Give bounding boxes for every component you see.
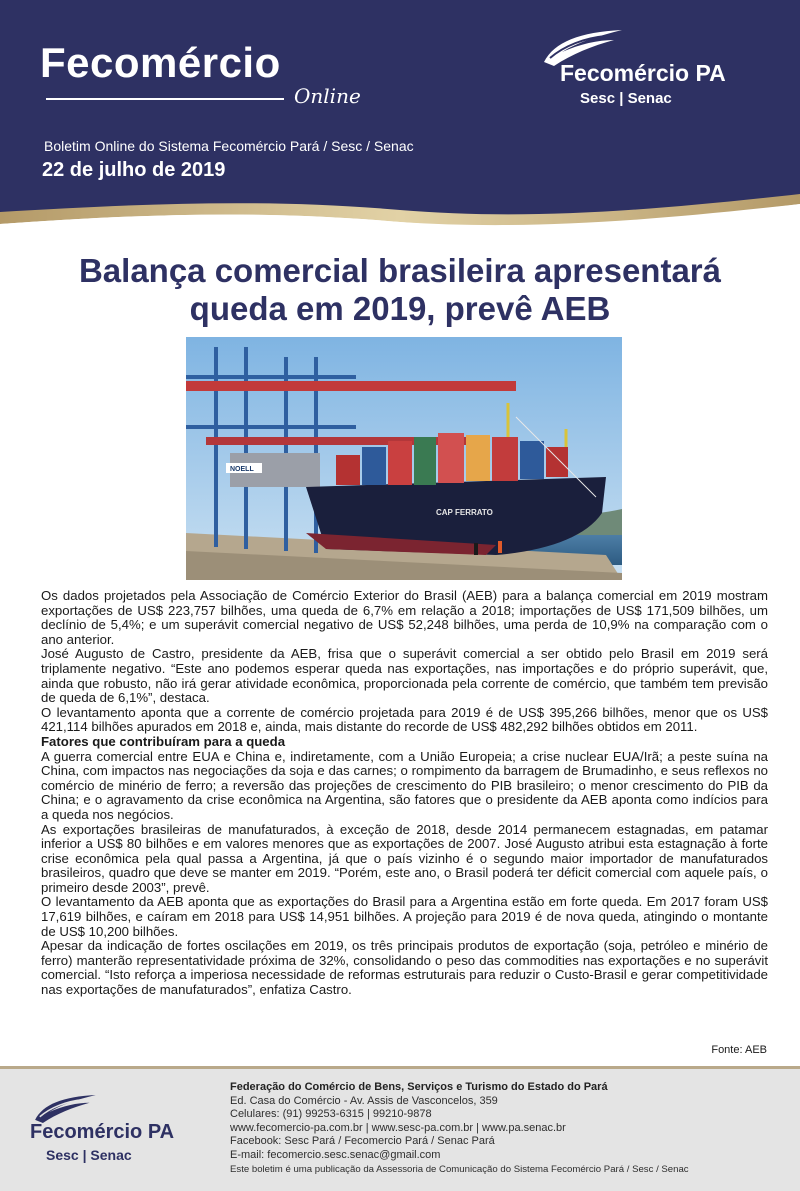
footer-partner-name: Fecomércio PA [30,1121,175,1143]
facebook[interactable]: Facebook: Sesc Pará / Fecomercio Pará / Senac Pará [230,1135,495,1148]
svg-text:NOELL: NOELL [230,466,254,473]
article-paragraph: As exportações brasileiras de manufaturados, à exceção de 2018, desde 2014 permanecem estagnadas, em patamar inferior a US$ 80 bilhões e em valores menores que as exportações de 2007. José Augusto atribui esta estagnação à forte crise econômica pela qual passa a Argentina, já que o país vizinho é o segundo maior importador de manufaturados brasileiros, quadro que deve se manter em 2019. “Porém, este ano, o Brasil poderá ter déficit comercial com aquele país, o primeiro desde 2003”, prevê. [41,821,768,895]
ship-name-label: CAP FERRATO [436,508,493,517]
article-paragraph: Apesar da indicação de fortes oscilações em 2019, os três principais produtos de exportação (soja, petróleo e minério de ferro) manterão representatividade próxima de 32%, consolidando o peso das commodities nas exportações e no superávit comercial. “Isto reforça a imperiosa necessidade de reformas estruturais para reduzir o Custo-Brasil e gerar competitividade nas exportações de manufaturados”, enfatiza Castro. [41,938,768,998]
footer [0,1066,800,1191]
partner-name: Fecomércio PA [560,60,726,86]
address: Ed. Casa do Comércio - Av. Assis de Vasconcelos, 359 [230,1094,498,1107]
contact-block [230,1081,790,1176]
partner-sub: Sesc | Senac [580,90,672,107]
publication-note: Este boletim é uma publicação da Assessoria de Comunicação do Sistema Fecomércio Pará / Sesc / Senac [230,1163,689,1175]
article-paragraph: José Augusto de Castro, presidente da AEB, frisa que o superávit comercial a ser obtido pelo Brasil em 2019 será triplamente negativo. “Este ano podemos esperar queda nas exportações, nas importações e do próprio superávit, que, ainda que robusto, não irá gerar atividade econômica, proporcionada pela corrente de comércio, que também tem previsão de queda de 6,1%”, destaca. [41,646,768,706]
logo-underline [46,98,284,100]
article-subheading: Fatores que contribuíram para a queda [41,733,286,749]
logo-name: Fecomércio [40,39,281,86]
issue-date: 22 de julho de 2019 [42,159,226,181]
organization-name: Federação do Comércio de Bens, Serviços e Turismo do Estado do Pará [230,1081,608,1093]
article-body [41,589,768,998]
websites[interactable]: www.fecomercio-pa.com.br | www.sesc-pa.com.br | www.pa.senac.br [230,1121,566,1134]
article-title: Balança comercial brasileira apresentará queda em 2019, prevê AEB [78,252,722,327]
container-ship-photo [186,337,622,580]
email[interactable]: E-mail: fecomercio.sesc.senac@gmail.com [230,1148,441,1161]
article-paragraph: Os dados projetados pela Associação de Comércio Exterior do Brasil (AEB) para a balança comercial em 2019 mostram exportações de US$ 223,757 bilhões, uma queda de 6,7% em relação a 2018; importações de US$ 171,509 bilhões, um declínio de 5,4%; e um superávit comercial negativo de US$ 52,248 bilhões, uma perda de 10,9% na comparação com o ano anterior. [41,588,768,647]
footer-partner-sub: Sesc | Senac [46,1147,132,1163]
article-paragraph: A guerra comercial entre EUA e China e, indiretamente, com a União Europeia; a crise nuclear EUA/Irã; a peste suína na China, com impactos nas negociações da soja e das carnes; o rompimento da barragem de Brumadinho, e seus reflexos no comércio de minério de ferro; a reversão das projeções de crescimento do PIB brasileiro; o menor crescimento do PIB da China; e o agravamento da crise econômica na Argentina, são fatores que o presidente da AEB aponta como indícios para a queda nos negócios. [41,748,768,822]
article-paragraph: O levantamento aponta que a corrente de comércio projetada para 2019 é de US$ 395,266 bilhões, menor que os US$ 421,114 bilhões apurados em 2018 e, ainda, mais distante do recorde de US$ 482,292 bilhões obtidos em 2011. [41,704,768,735]
header-banner [0,0,800,232]
logo-subtitle: Online [294,84,361,108]
phones: Celulares: (91) 99253-6315 | 99210-9878 [230,1108,432,1121]
bulletin-label: Boletim Online do Sistema Fecomércio Pará / Sesc / Senac [44,138,414,154]
fecomercio-pa-logo [540,28,770,118]
footer-fecomercio-pa-logo [28,1093,218,1183]
article-source: Fonte: AEB [711,1044,767,1056]
article-paragraph: O levantamento da AEB aponta que as exportações do Brasil para a Argentina estão em forte queda. Em 2017 foram US$ 17,619 bilhões, e caíram em 2018 para US$ 14,951 bilhões. A projeção para 2019 é de nova queda, atingindo o montante de US$ 10,200 bilhões. [41,894,768,939]
fecomercio-online-logo [40,39,361,108]
